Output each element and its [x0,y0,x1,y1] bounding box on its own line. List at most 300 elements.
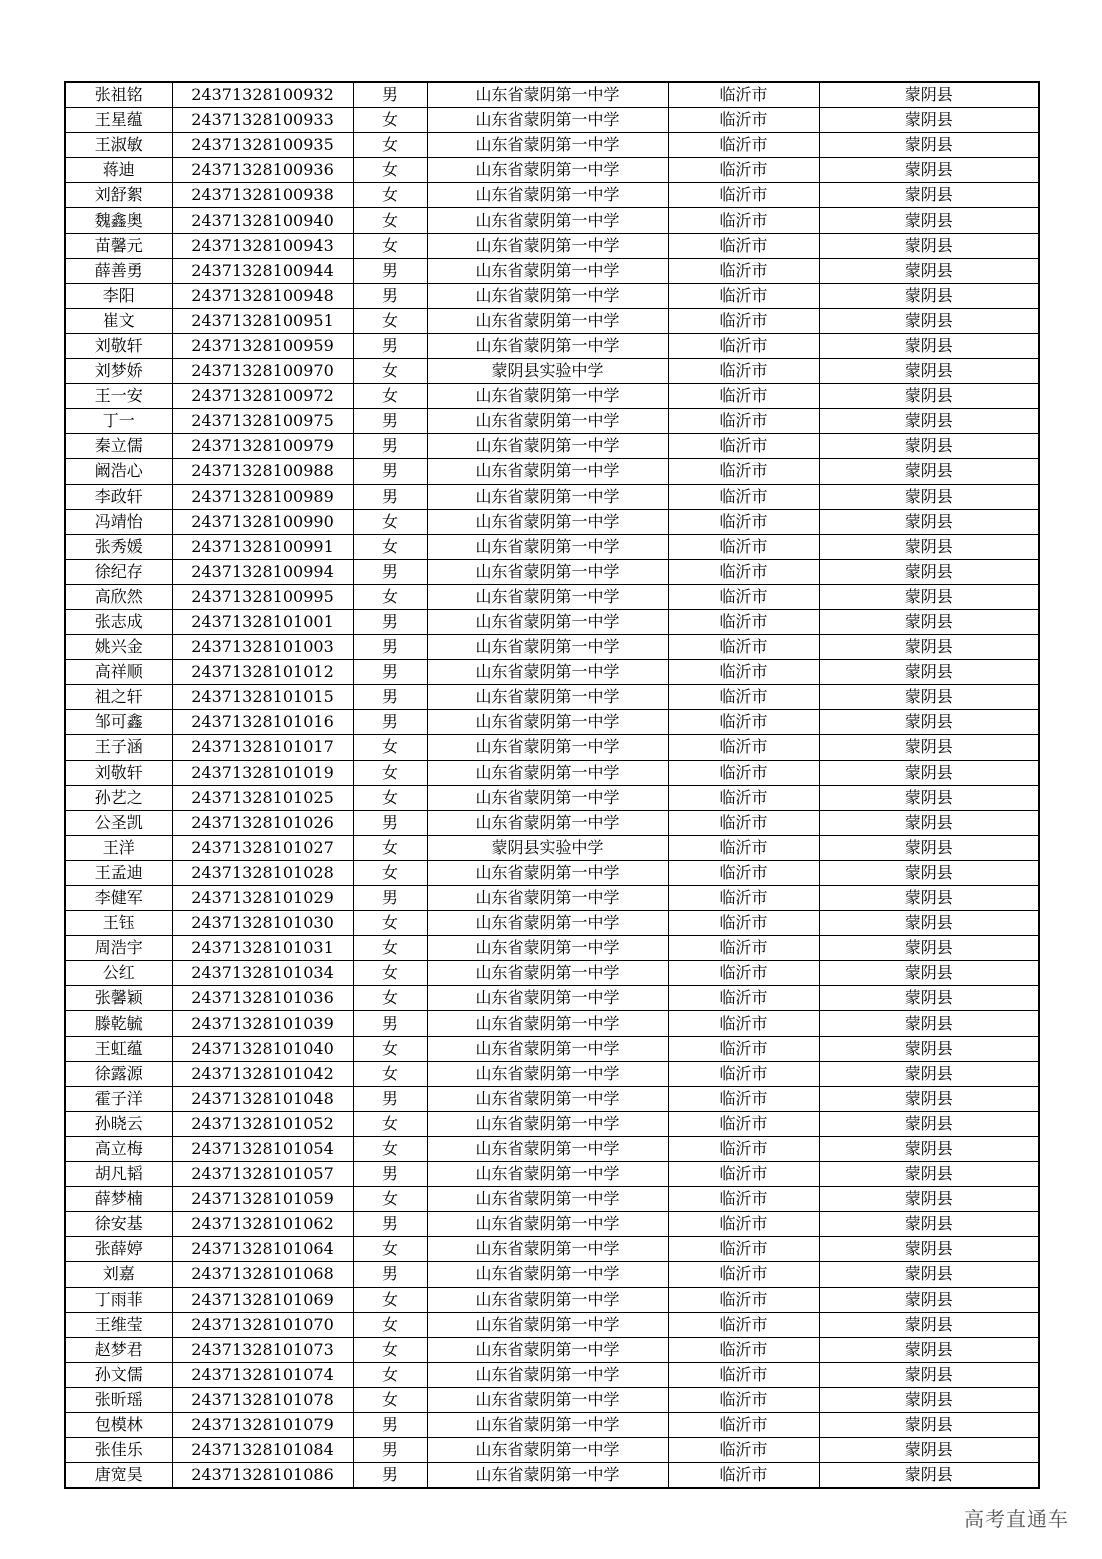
gender-cell: 女 [353,1036,427,1061]
name-cell: 刘敬轩 [65,760,172,785]
city-cell: 临沂市 [668,133,819,158]
county-cell: 蒙阴县 [819,158,1039,183]
gender-cell: 男 [353,559,427,584]
school-cell: 山东省蒙阴第一中学 [427,760,668,785]
school-cell: 山东省蒙阴第一中学 [427,1287,668,1312]
city-cell: 临沂市 [668,459,819,484]
county-cell: 蒙阴县 [819,710,1039,735]
name-cell: 王钰 [65,911,172,936]
county-cell: 蒙阴县 [819,1387,1039,1412]
gender-cell: 男 [353,685,427,710]
table-row [65,183,1039,208]
name-cell: 王一安 [65,384,172,409]
exam-id-cell: 24371328101036 [172,986,353,1011]
school-cell: 山东省蒙阴第一中学 [427,434,668,459]
name-cell: 丁一 [65,409,172,434]
county-cell: 蒙阴县 [819,886,1039,911]
school-cell: 山东省蒙阴第一中学 [427,208,668,233]
exam-id-cell: 24371328101062 [172,1212,353,1237]
county-cell: 蒙阴县 [819,333,1039,358]
school-cell: 山东省蒙阴第一中学 [427,936,668,961]
name-cell: 徐安基 [65,1212,172,1237]
exam-id-cell: 24371328100991 [172,534,353,559]
city-cell: 临沂市 [668,685,819,710]
school-cell: 山东省蒙阴第一中学 [427,283,668,308]
name-cell: 魏鑫奥 [65,208,172,233]
name-cell: 刘嘉 [65,1262,172,1287]
gender-cell: 女 [353,1111,427,1136]
table-row [65,258,1039,283]
table-row [65,333,1039,358]
gender-cell: 女 [353,359,427,384]
gender-cell: 男 [353,1162,427,1187]
school-cell: 山东省蒙阴第一中学 [427,1412,668,1437]
table-row [65,1287,1039,1312]
table-row [65,158,1039,183]
county-cell: 蒙阴县 [819,1412,1039,1437]
table-row [65,936,1039,961]
exam-id-cell: 24371328100940 [172,208,353,233]
gender-cell: 男 [353,283,427,308]
city-cell: 临沂市 [668,1337,819,1362]
table-row [65,886,1039,911]
school-cell: 山东省蒙阴第一中学 [427,1111,668,1136]
exam-id-cell: 24371328101057 [172,1162,353,1187]
exam-id-cell: 24371328101069 [172,1287,353,1312]
gender-cell: 男 [353,1212,427,1237]
name-cell: 李阳 [65,283,172,308]
exam-id-cell: 24371328100933 [172,108,353,133]
table-row [65,359,1039,384]
gender-cell: 女 [353,860,427,885]
exam-id-cell: 24371328101012 [172,660,353,685]
gender-cell: 女 [353,1362,427,1387]
name-cell: 孙文儒 [65,1362,172,1387]
table-row [65,1061,1039,1086]
school-cell: 山东省蒙阴第一中学 [427,1086,668,1111]
city-cell: 临沂市 [668,359,819,384]
name-cell: 张祖铭 [65,82,172,108]
exam-id-cell: 24371328100990 [172,509,353,534]
school-cell: 蒙阴县实验中学 [427,359,668,384]
name-cell: 赵梦君 [65,1337,172,1362]
table-row [65,459,1039,484]
school-cell: 山东省蒙阴第一中学 [427,609,668,634]
gender-cell: 女 [353,1287,427,1312]
county-cell: 蒙阴县 [819,509,1039,534]
exam-id-cell: 24371328100948 [172,283,353,308]
school-cell: 山东省蒙阴第一中学 [427,509,668,534]
school-cell: 山东省蒙阴第一中学 [427,911,668,936]
name-cell: 高祥顺 [65,660,172,685]
gender-cell: 男 [353,660,427,685]
gender-cell: 男 [353,1086,427,1111]
name-cell: 公圣凯 [65,810,172,835]
city-cell: 临沂市 [668,1212,819,1237]
city-cell: 临沂市 [668,559,819,584]
name-cell: 张秀媛 [65,534,172,559]
school-cell: 山东省蒙阴第一中学 [427,1463,668,1489]
school-cell: 山东省蒙阴第一中学 [427,1011,668,1036]
name-cell: 李政轩 [65,484,172,509]
county-cell: 蒙阴县 [819,359,1039,384]
school-cell: 山东省蒙阴第一中学 [427,1162,668,1187]
exam-id-cell: 24371328101029 [172,886,353,911]
exam-id-cell: 24371328101039 [172,1011,353,1036]
county-cell: 蒙阴县 [819,384,1039,409]
school-cell: 山东省蒙阴第一中学 [427,785,668,810]
exam-id-cell: 24371328100959 [172,333,353,358]
name-cell: 张佳乐 [65,1438,172,1463]
name-cell: 高欣然 [65,584,172,609]
county-cell: 蒙阴县 [819,635,1039,660]
city-cell: 临沂市 [668,108,819,133]
gender-cell: 女 [353,108,427,133]
city-cell: 临沂市 [668,1387,819,1412]
city-cell: 临沂市 [668,434,819,459]
name-cell: 周浩宇 [65,936,172,961]
table-row [65,233,1039,258]
exam-id-cell: 24371328100951 [172,308,353,333]
city-cell: 临沂市 [668,1438,819,1463]
exam-id-cell: 24371328101078 [172,1387,353,1412]
county-cell: 蒙阴县 [819,1287,1039,1312]
watermark-logo-text: 高考直通车 [964,1507,1069,1531]
county-cell: 蒙阴县 [819,1162,1039,1187]
city-cell: 临沂市 [668,710,819,735]
exam-id-cell: 24371328100988 [172,459,353,484]
gender-cell: 女 [353,1337,427,1362]
table-row [65,986,1039,1011]
table-row [65,1136,1039,1161]
table-row [65,635,1039,660]
exam-id-cell: 24371328101016 [172,710,353,735]
table-row [65,760,1039,785]
city-cell: 临沂市 [668,509,819,534]
gender-cell: 男 [353,333,427,358]
gender-cell: 女 [353,1237,427,1262]
city-cell: 临沂市 [668,1287,819,1312]
table-row [65,1162,1039,1187]
city-cell: 临沂市 [668,534,819,559]
school-cell: 山东省蒙阴第一中学 [427,860,668,885]
city-cell: 临沂市 [668,1237,819,1262]
name-cell: 张馨颖 [65,986,172,1011]
table-row [65,1387,1039,1412]
table-row [65,1262,1039,1287]
school-cell: 山东省蒙阴第一中学 [427,308,668,333]
school-cell: 山东省蒙阴第一中学 [427,133,668,158]
county-cell: 蒙阴县 [819,409,1039,434]
city-cell: 临沂市 [668,961,819,986]
table-row [65,108,1039,133]
exam-id-cell: 24371328101086 [172,1463,353,1489]
table-row [65,1438,1039,1463]
name-cell: 刘舒絮 [65,183,172,208]
city-cell: 临沂市 [668,860,819,885]
city-cell: 临沂市 [668,785,819,810]
table-row [65,1036,1039,1061]
exam-id-cell: 24371328101001 [172,609,353,634]
name-cell: 王淑敏 [65,133,172,158]
county-cell: 蒙阴县 [819,1011,1039,1036]
school-cell: 山东省蒙阴第一中学 [427,258,668,283]
name-cell: 王洋 [65,835,172,860]
table-row [65,484,1039,509]
gender-cell: 女 [353,936,427,961]
gender-cell: 女 [353,384,427,409]
county-cell: 蒙阴县 [819,459,1039,484]
school-cell: 山东省蒙阴第一中学 [427,660,668,685]
school-cell: 山东省蒙阴第一中学 [427,1312,668,1337]
exam-id-cell: 24371328101017 [172,735,353,760]
gender-cell: 女 [353,584,427,609]
name-cell: 胡凡韬 [65,1162,172,1187]
name-cell: 公红 [65,961,172,986]
name-cell: 张志成 [65,609,172,634]
table-row [65,785,1039,810]
gender-cell: 女 [353,133,427,158]
gender-cell: 男 [353,1011,427,1036]
exam-id-cell: 24371328101068 [172,1262,353,1287]
county-cell: 蒙阴县 [819,735,1039,760]
name-cell: 蒋迪 [65,158,172,183]
school-cell: 山东省蒙阴第一中学 [427,333,668,358]
school-cell: 山东省蒙阴第一中学 [427,635,668,660]
school-cell: 山东省蒙阴第一中学 [427,1187,668,1212]
city-cell: 临沂市 [668,308,819,333]
city-cell: 临沂市 [668,1086,819,1111]
table-row [65,133,1039,158]
city-cell: 临沂市 [668,158,819,183]
exam-id-cell: 24371328101028 [172,860,353,885]
city-cell: 临沂市 [668,609,819,634]
name-cell: 薛善勇 [65,258,172,283]
name-cell: 徐露源 [65,1061,172,1086]
gender-cell: 女 [353,1387,427,1412]
school-cell: 山东省蒙阴第一中学 [427,584,668,609]
gender-cell: 男 [353,82,427,108]
exam-id-cell: 24371328101054 [172,1136,353,1161]
exam-id-cell: 24371328101073 [172,1337,353,1362]
school-cell: 山东省蒙阴第一中学 [427,1362,668,1387]
gender-cell: 男 [353,409,427,434]
county-cell: 蒙阴县 [819,986,1039,1011]
exam-id-cell: 24371328101048 [172,1086,353,1111]
county-cell: 蒙阴县 [819,685,1039,710]
name-cell: 王星蕴 [65,108,172,133]
exam-id-cell: 24371328100944 [172,258,353,283]
exam-id-cell: 24371328100936 [172,158,353,183]
name-cell: 王子涵 [65,735,172,760]
county-cell: 蒙阴县 [819,1061,1039,1086]
city-cell: 临沂市 [668,810,819,835]
table-row [65,434,1039,459]
table-row [65,584,1039,609]
name-cell: 刘梦娇 [65,359,172,384]
exam-id-cell: 24371328101040 [172,1036,353,1061]
school-cell: 山东省蒙阴第一中学 [427,384,668,409]
gender-cell: 女 [353,509,427,534]
exam-id-cell: 24371328101074 [172,1362,353,1387]
table-row [65,1312,1039,1337]
gender-cell: 男 [353,1412,427,1437]
city-cell: 临沂市 [668,333,819,358]
city-cell: 临沂市 [668,1312,819,1337]
county-cell: 蒙阴县 [819,208,1039,233]
table-row [65,1212,1039,1237]
exam-id-cell: 24371328100938 [172,183,353,208]
city-cell: 临沂市 [668,911,819,936]
exam-id-cell: 24371328101031 [172,936,353,961]
county-cell: 蒙阴县 [819,1463,1039,1489]
name-cell: 祖之轩 [65,685,172,710]
city-cell: 临沂市 [668,1011,819,1036]
county-cell: 蒙阴县 [819,1086,1039,1111]
school-cell: 山东省蒙阴第一中学 [427,559,668,584]
table-row [65,1011,1039,1036]
county-cell: 蒙阴县 [819,108,1039,133]
county-cell: 蒙阴县 [819,1036,1039,1061]
name-cell: 张薛婷 [65,1237,172,1262]
table-row [65,1362,1039,1387]
school-cell: 山东省蒙阴第一中学 [427,1387,668,1412]
city-cell: 临沂市 [668,1412,819,1437]
county-cell: 蒙阴县 [819,1136,1039,1161]
gender-cell: 男 [353,484,427,509]
city-cell: 临沂市 [668,835,819,860]
name-cell: 徐纪存 [65,559,172,584]
city-cell: 临沂市 [668,258,819,283]
name-cell: 崔文 [65,308,172,333]
city-cell: 临沂市 [668,1136,819,1161]
exam-id-cell: 24371328100995 [172,584,353,609]
school-cell: 山东省蒙阴第一中学 [427,183,668,208]
exam-id-cell: 24371328100935 [172,133,353,158]
gender-cell: 女 [353,760,427,785]
exam-id-cell: 24371328100989 [172,484,353,509]
county-cell: 蒙阴县 [819,82,1039,108]
exam-id-cell: 24371328101025 [172,785,353,810]
city-cell: 临沂市 [668,635,819,660]
city-cell: 临沂市 [668,183,819,208]
city-cell: 临沂市 [668,283,819,308]
gender-cell: 男 [353,258,427,283]
county-cell: 蒙阴县 [819,534,1039,559]
school-cell: 山东省蒙阴第一中学 [427,1237,668,1262]
school-cell: 山东省蒙阴第一中学 [427,459,668,484]
city-cell: 临沂市 [668,660,819,685]
exam-id-cell: 24371328101064 [172,1237,353,1262]
name-cell: 唐宽昊 [65,1463,172,1489]
city-cell: 临沂市 [668,233,819,258]
table-row [65,559,1039,584]
table-row [65,208,1039,233]
table-row [65,1086,1039,1111]
city-cell: 临沂市 [668,886,819,911]
school-cell: 蒙阴县实验中学 [427,835,668,860]
city-cell: 临沂市 [668,1111,819,1136]
table-row [65,660,1039,685]
school-cell: 山东省蒙阴第一中学 [427,409,668,434]
exam-id-cell: 24371328101003 [172,635,353,660]
gender-cell: 男 [353,886,427,911]
name-cell: 张昕瑶 [65,1387,172,1412]
city-cell: 临沂市 [668,760,819,785]
table-row [65,534,1039,559]
gender-cell: 女 [353,1312,427,1337]
name-cell: 孙艺之 [65,785,172,810]
student-table [64,81,1040,1489]
county-cell: 蒙阴县 [819,559,1039,584]
name-cell: 王维莹 [65,1312,172,1337]
exam-id-cell: 24371328101079 [172,1412,353,1437]
name-cell: 丁雨菲 [65,1287,172,1312]
city-cell: 临沂市 [668,936,819,961]
city-cell: 临沂市 [668,1036,819,1061]
gender-cell: 男 [353,1438,427,1463]
name-cell: 李健军 [65,886,172,911]
table-row [65,82,1039,108]
gender-cell: 女 [353,1136,427,1161]
exam-id-cell: 24371328101027 [172,835,353,860]
county-cell: 蒙阴县 [819,961,1039,986]
table-row [65,509,1039,534]
county-cell: 蒙阴县 [819,1237,1039,1262]
exam-id-cell: 24371328101059 [172,1187,353,1212]
name-cell: 王虹蕴 [65,1036,172,1061]
school-cell: 山东省蒙阴第一中学 [427,484,668,509]
table-row [65,1463,1039,1489]
city-cell: 临沂市 [668,1162,819,1187]
city-cell: 临沂市 [668,484,819,509]
table-row [65,1337,1039,1362]
school-cell: 山东省蒙阴第一中学 [427,1036,668,1061]
name-cell: 高立梅 [65,1136,172,1161]
name-cell: 王孟迪 [65,860,172,885]
table-row [65,685,1039,710]
gender-cell: 女 [353,158,427,183]
county-cell: 蒙阴县 [819,860,1039,885]
table-row [65,1187,1039,1212]
exam-id-cell: 24371328100972 [172,384,353,409]
city-cell: 临沂市 [668,986,819,1011]
exam-id-cell: 24371328100943 [172,233,353,258]
county-cell: 蒙阴县 [819,258,1039,283]
exam-id-cell: 24371328100975 [172,409,353,434]
gender-cell: 男 [353,635,427,660]
county-cell: 蒙阴县 [819,1438,1039,1463]
gender-cell: 男 [353,1262,427,1287]
gender-cell: 女 [353,835,427,860]
gender-cell: 女 [353,961,427,986]
county-cell: 蒙阴县 [819,936,1039,961]
name-cell: 薛梦楠 [65,1187,172,1212]
school-cell: 山东省蒙阴第一中学 [427,82,668,108]
county-cell: 蒙阴县 [819,609,1039,634]
table-row [65,810,1039,835]
school-cell: 山东省蒙阴第一中学 [427,1212,668,1237]
exam-id-cell: 24371328101015 [172,685,353,710]
table-row [65,961,1039,986]
table-row [65,283,1039,308]
gender-cell: 男 [353,459,427,484]
gender-cell: 女 [353,1061,427,1086]
school-cell: 山东省蒙阴第一中学 [427,685,668,710]
school-cell: 山东省蒙阴第一中学 [427,1262,668,1287]
student-list-sheet [64,81,1038,1489]
exam-id-cell: 24371328101052 [172,1111,353,1136]
